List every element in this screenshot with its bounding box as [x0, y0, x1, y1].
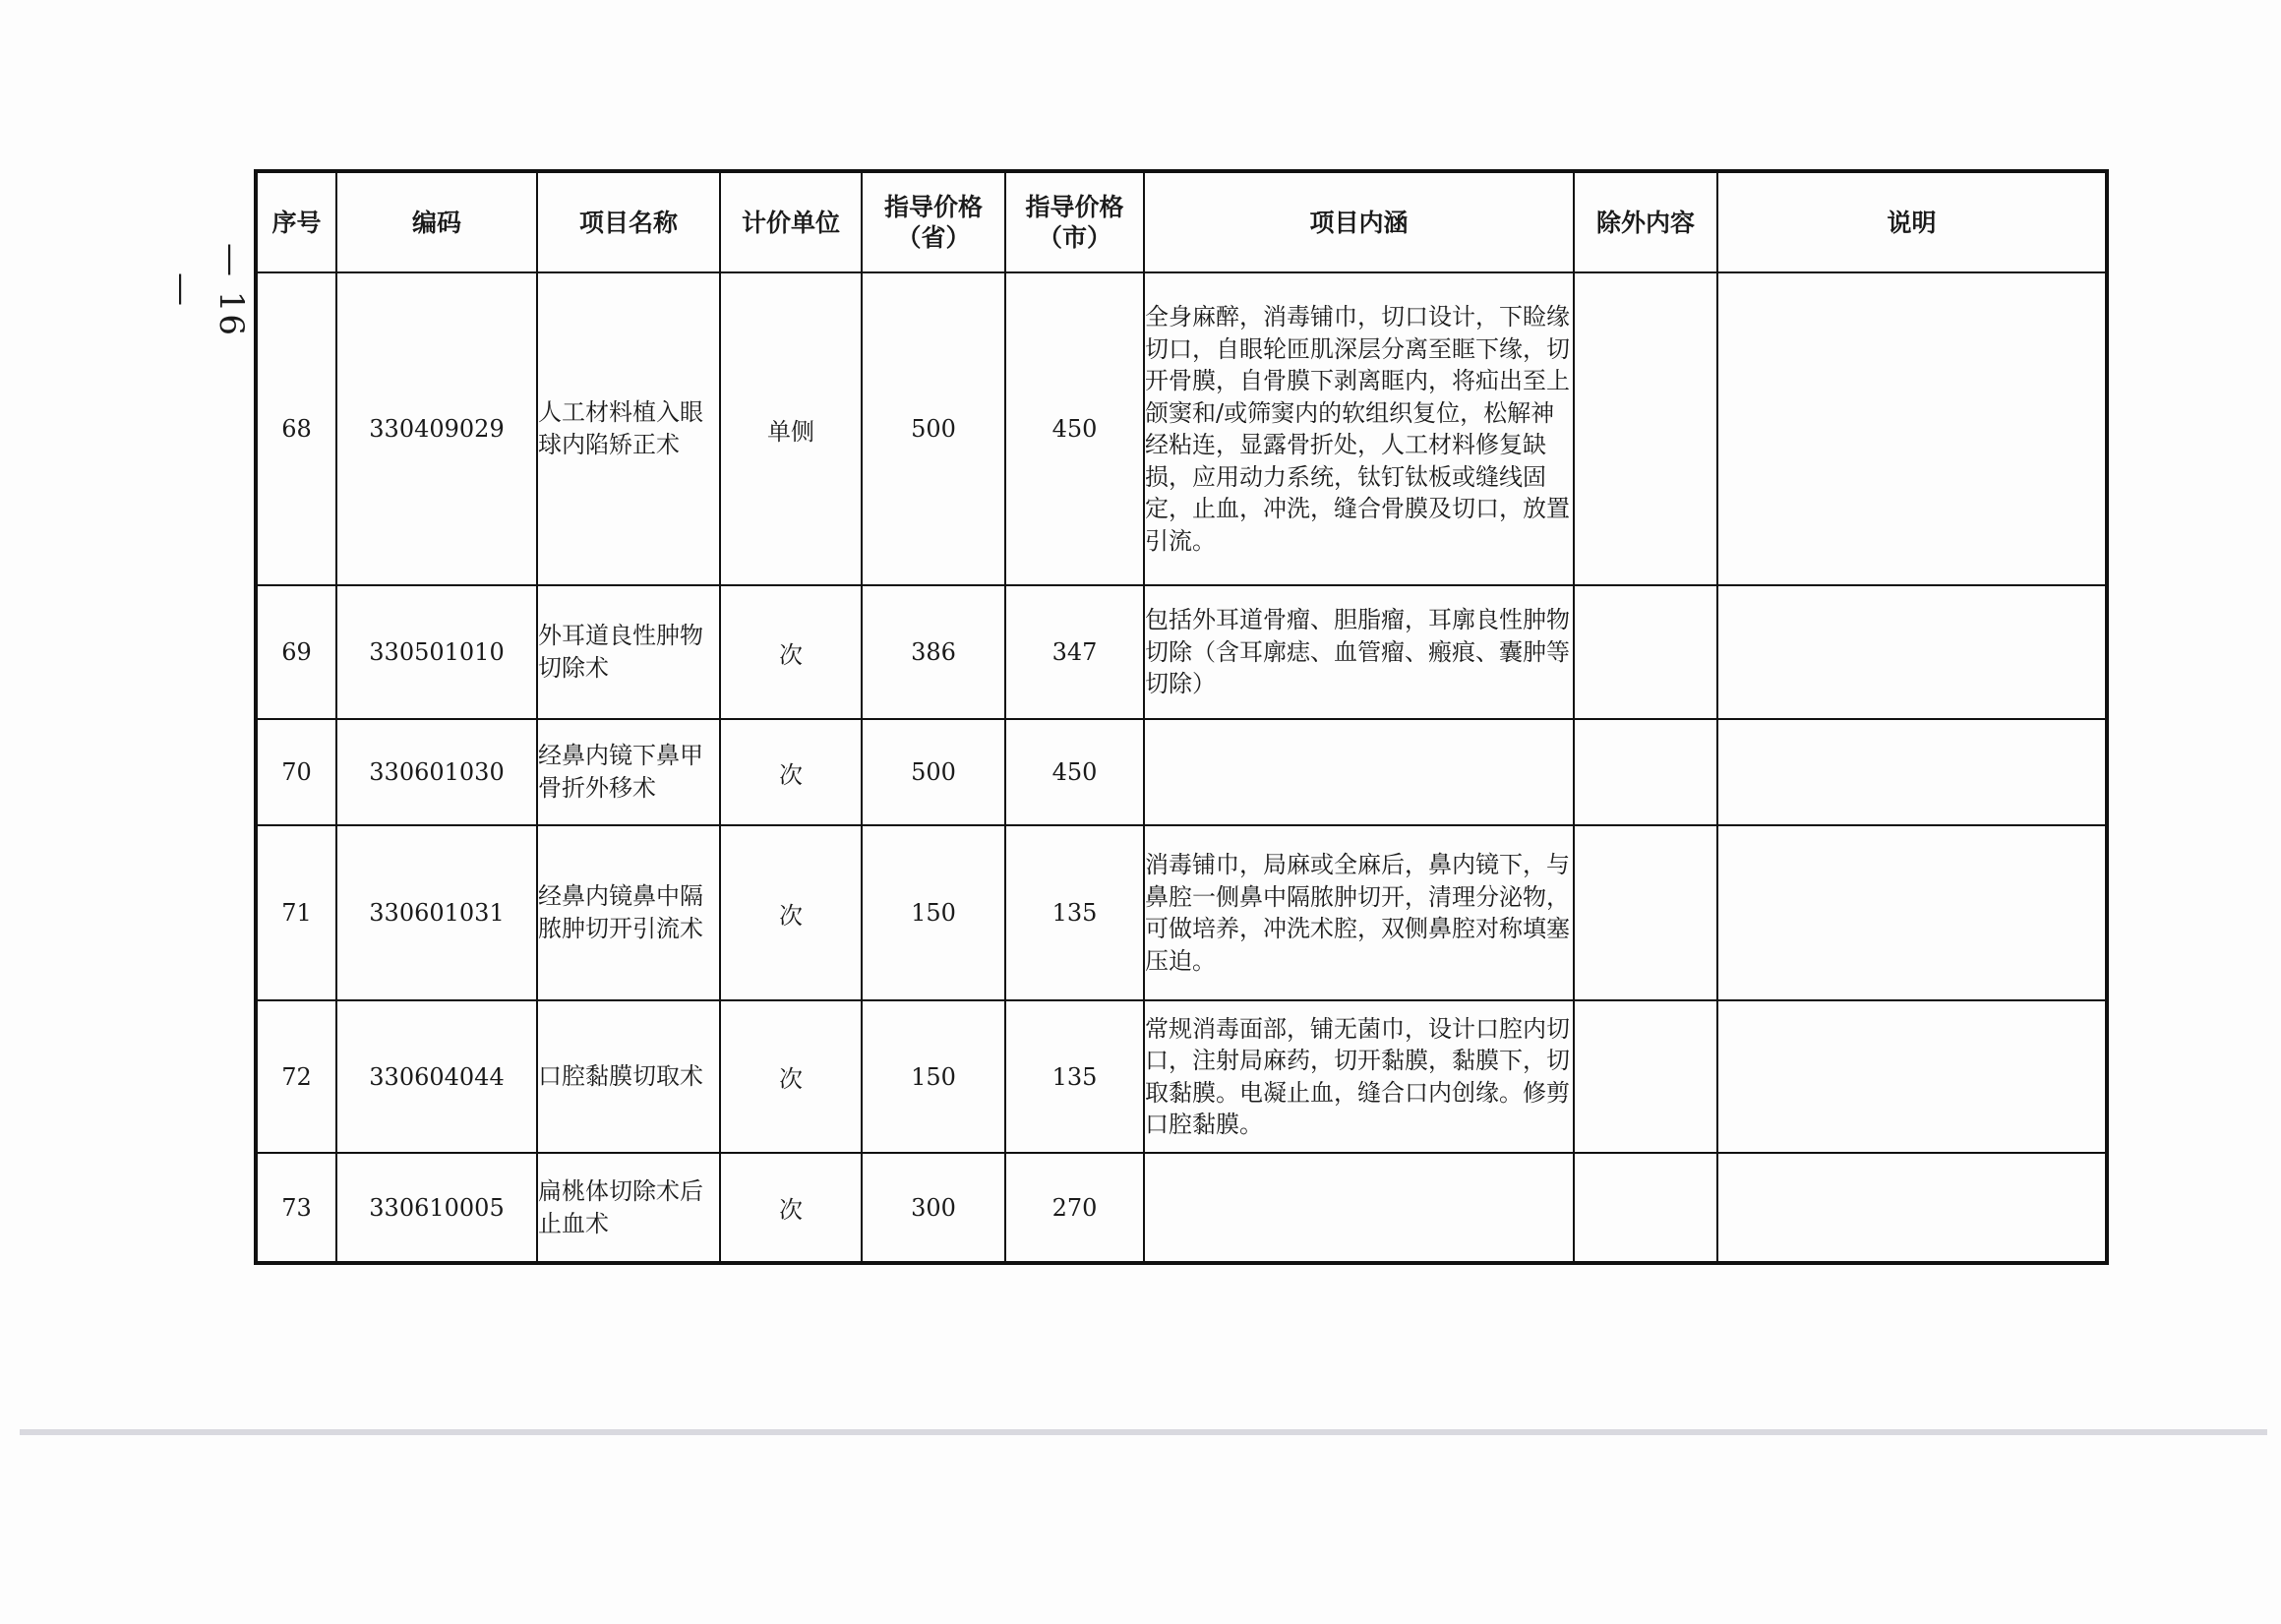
- cell-name: 经鼻内镜下鼻甲骨折外移术: [537, 719, 720, 825]
- cell-name: 人工材料植入眼球内陷矫正术: [537, 272, 720, 585]
- cell-code: 330601030: [336, 719, 537, 825]
- cell-unit: 次: [720, 719, 862, 825]
- table-row: [256, 585, 2107, 719]
- cell-price-city: 450: [1005, 719, 1144, 825]
- cell-price-province: 386: [862, 585, 1005, 719]
- cell-excluded: [1574, 272, 1717, 585]
- cell-excluded: [1574, 1000, 1717, 1153]
- cell-notes: [1717, 825, 2107, 1000]
- cell-content: 包括外耳道骨瘤、胆脂瘤，耳廓良性肿物切除（含耳廓痣、血管瘤、瘢痕、囊肿等切除）: [1144, 585, 1574, 719]
- cell-excluded: [1574, 1153, 1717, 1263]
- cell-notes: [1717, 719, 2107, 825]
- cell-unit: 次: [720, 1153, 862, 1263]
- cell-unit: 次: [720, 1000, 862, 1153]
- table-row: [256, 825, 2107, 1000]
- cell-price-city: 270: [1005, 1153, 1144, 1263]
- table-header-row: [256, 171, 2107, 272]
- cell-unit: 次: [720, 585, 862, 719]
- cell-content: 常规消毒面部，铺无菌巾，设计口腔内切口，注射局麻药，切开黏膜，黏膜下，切取黏膜。电凝止血，缝合口内创缘。修剪口腔黏膜。: [1144, 1000, 1574, 1153]
- cell-seq: 71: [256, 825, 336, 1000]
- cell-seq: 68: [256, 272, 336, 585]
- cell-notes: [1717, 1000, 2107, 1153]
- cell-name: 外耳道良性肿物切除术: [537, 585, 720, 719]
- header-seq: 序号: [256, 171, 336, 272]
- cell-excluded: [1574, 825, 1717, 1000]
- cell-notes: [1717, 272, 2107, 585]
- cell-seq: 69: [256, 585, 336, 719]
- cell-price-city: 347: [1005, 585, 1144, 719]
- cell-seq: 73: [256, 1153, 336, 1263]
- cell-notes: [1717, 585, 2107, 719]
- table-row: [256, 719, 2107, 825]
- cell-content: [1144, 719, 1574, 825]
- cell-price-province: 500: [862, 272, 1005, 585]
- header-price-province: 指导价格（省）: [862, 171, 1005, 272]
- cell-code: 330604044: [336, 1000, 537, 1153]
- table-row: [256, 272, 2107, 585]
- header-price-city: 指导价格（市）: [1005, 171, 1144, 272]
- cell-name: 口腔黏膜切取术: [537, 1000, 720, 1153]
- cell-unit: 次: [720, 825, 862, 1000]
- cell-seq: 72: [256, 1000, 336, 1153]
- cell-code: 330409029: [336, 272, 537, 585]
- header-excluded: 除外内容: [1574, 171, 1717, 272]
- header-unit: 计价单位: [720, 171, 862, 272]
- cell-code: 330601031: [336, 825, 537, 1000]
- cell-content: 全身麻醉，消毒铺巾，切口设计，下睑缘切口，自眼轮匝肌深层分离至眶下缘，切开骨膜，自骨膜下剥离眶内，将疝出至上颌窦和/或筛窦内的软组织复位，松解神经粘连，显露骨折处，人工材料修复缺损，应用动力系统，钛钉钛板或缝线固定，止血，冲洗，缝合骨膜及切口，放置引流。: [1144, 272, 1574, 585]
- cell-price-province: 150: [862, 825, 1005, 1000]
- header-content: 项目内涵: [1144, 171, 1574, 272]
- cell-price-province: 500: [862, 719, 1005, 825]
- header-code: 编码: [336, 171, 537, 272]
- cell-excluded: [1574, 585, 1717, 719]
- cell-content: 消毒铺巾，局麻或全麻后，鼻内镜下，与鼻腔一侧鼻中隔脓肿切开，清理分泌物，可做培养，冲洗术腔，双侧鼻腔对称填塞压迫。: [1144, 825, 1574, 1000]
- cell-unit: 单侧: [720, 272, 862, 585]
- cell-excluded: [1574, 719, 1717, 825]
- cell-code: 330501010: [336, 585, 537, 719]
- cell-price-province: 150: [862, 1000, 1005, 1153]
- price-table: [254, 169, 2109, 1265]
- cell-price-city: 450: [1005, 272, 1144, 585]
- cell-notes: [1717, 1153, 2107, 1263]
- cell-content: [1144, 1153, 1574, 1263]
- cell-code: 330610005: [336, 1153, 537, 1263]
- table-row: [256, 1000, 2107, 1153]
- cell-name: 扁桃体切除术后止血术: [537, 1153, 720, 1263]
- cell-name: 经鼻内镜鼻中隔脓肿切开引流术: [537, 825, 720, 1000]
- cell-price-city: 135: [1005, 825, 1144, 1000]
- bottom-divider: [20, 1429, 2267, 1435]
- header-notes: 说明: [1717, 171, 2107, 272]
- cell-seq: 70: [256, 719, 336, 825]
- page-number: — 16 —: [162, 242, 251, 338]
- table-row: [256, 1153, 2107, 1263]
- cell-price-province: 300: [862, 1153, 1005, 1263]
- cell-price-city: 135: [1005, 1000, 1144, 1153]
- header-name: 项目名称: [537, 171, 720, 272]
